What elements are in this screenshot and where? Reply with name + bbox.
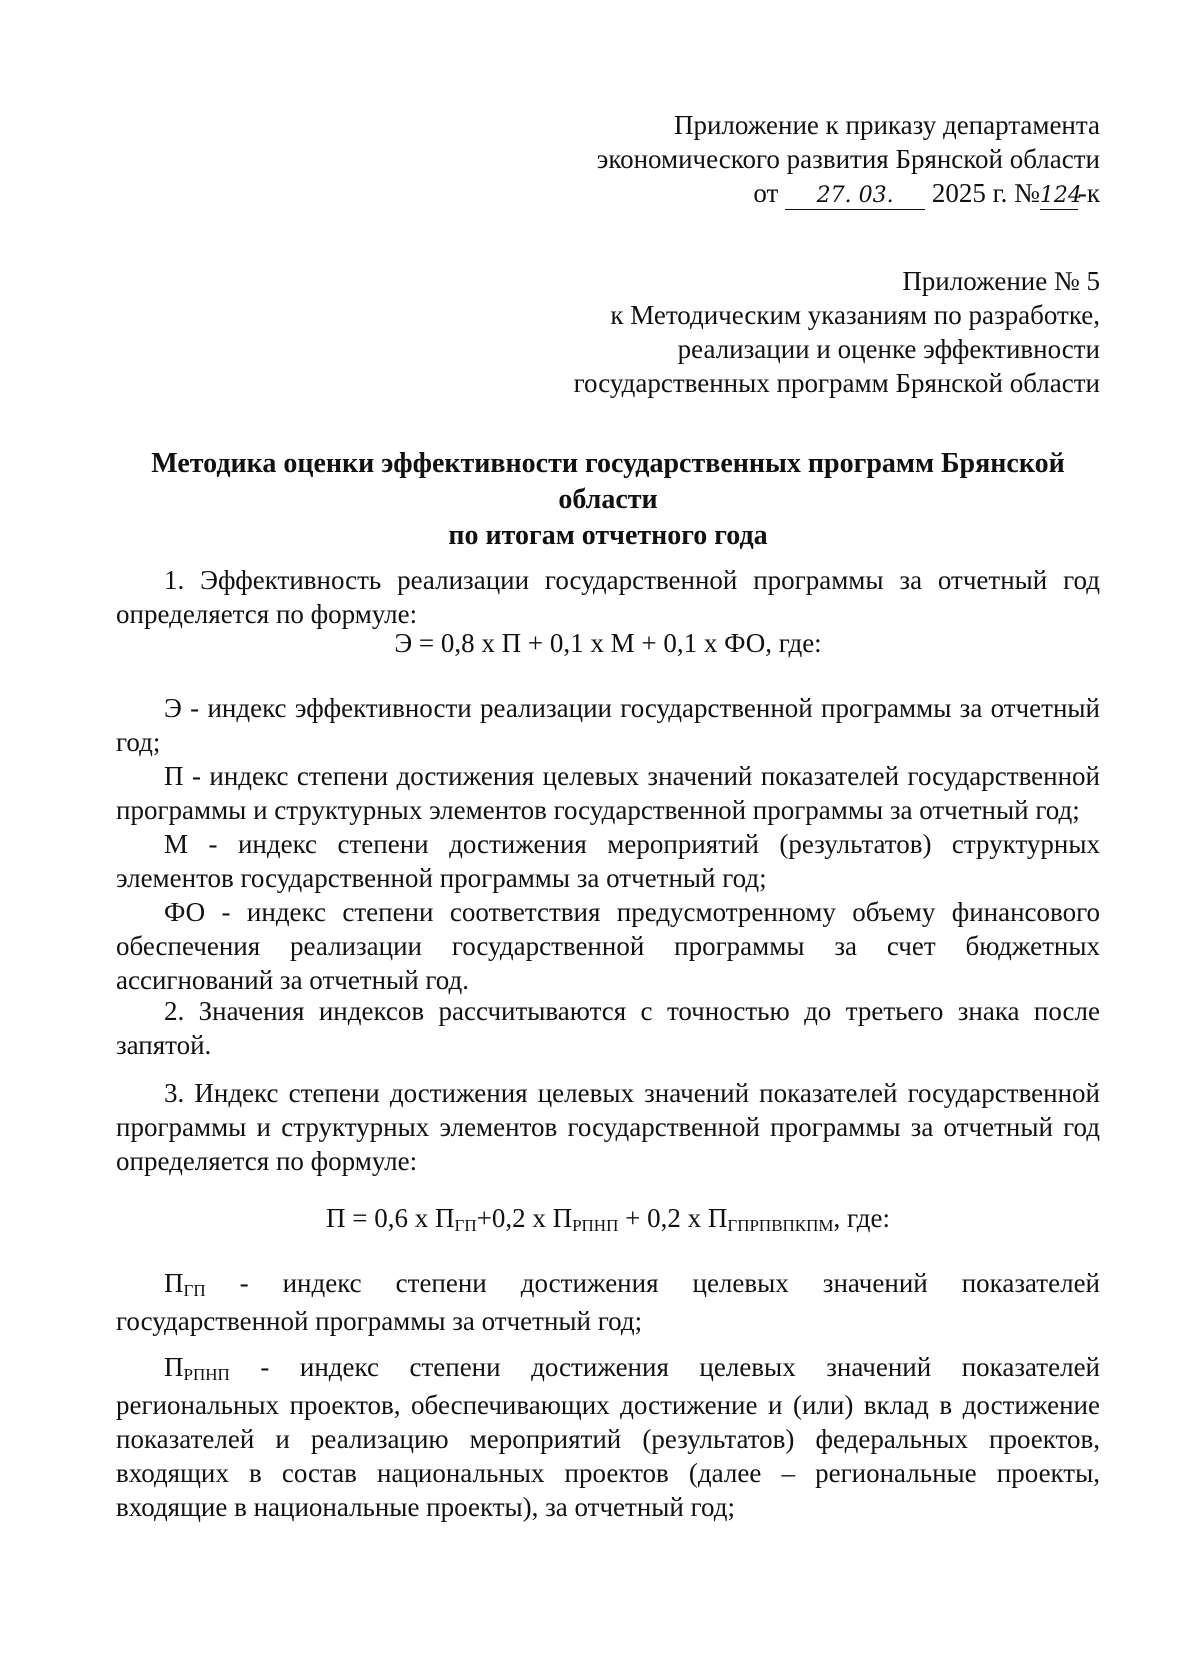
order-appendix-header bbox=[116, 108, 1100, 210]
definition-p-rpnp bbox=[116, 1350, 1100, 1524]
handwritten-date: 27. 03. bbox=[785, 183, 925, 210]
header-line-1: Приложение к приказу департамента bbox=[673, 110, 1100, 140]
definitions-list bbox=[116, 691, 1100, 997]
section-1-text: 1. Эффективность реализации государственной программы за отчетный год определяется по формуле: bbox=[116, 565, 1100, 629]
appendix-line-3: реализации и оценке эффективности bbox=[677, 334, 1100, 364]
number-suffix: -к bbox=[1077, 178, 1100, 208]
subscript-rpnp: РПНП bbox=[183, 1365, 230, 1384]
appendix-line-1: Приложение № 5 bbox=[902, 266, 1100, 296]
formula-part-2: +0,2 х П bbox=[476, 1203, 573, 1233]
header-date-line bbox=[116, 176, 1100, 210]
section-3-text: 3. Индекс степени достижения целевых значений показателей государственной программы и структурных элементов государственной программы за отчетный год определяется по формуле: bbox=[116, 1078, 1100, 1176]
symbol-p: П bbox=[164, 1352, 184, 1382]
formula-part-1: П = 0,6 х П bbox=[326, 1203, 455, 1233]
definition-fo: ФО - индекс степени соответствия предусмотренному объему финансового обеспечения реализации государственной программы за счет бюджетных ассигнований за отчетный год. bbox=[116, 897, 1100, 995]
subscript-gprpvpkpm: ГПРПВПКПМ bbox=[727, 1216, 834, 1235]
definition-e: Э - индекс эффективности реализации государственной программы за отчетный год; bbox=[116, 693, 1100, 757]
formula-part-3: + 0,2 х П bbox=[618, 1203, 728, 1233]
subscript-gp: ГП bbox=[183, 1281, 206, 1300]
definition-p: П - индекс степени достижения целевых значений показателей государственной программы и структурных элементов государственной программы за отчетный год; bbox=[116, 761, 1100, 825]
definition-p-rpnp-text: - индекс степени достижения целевых значений показателей региональных проектов, обеспечивающих достижение и (или) вклад в достижение показателей и реализацию мероприятий (результатов) федеральных проектов, входящих в состав национальных проектов (далее – региональные проекты, входящие в национальные проекты), за отчетный год; bbox=[116, 1352, 1100, 1522]
subscript-rpnp: РПНП bbox=[572, 1216, 619, 1235]
appendix-line-4: государственных программ Брянской области bbox=[573, 368, 1100, 398]
handwritten-number: 124 bbox=[1039, 183, 1082, 208]
title-line-2: по итогам отчетного года bbox=[448, 520, 768, 551]
date-prefix: от bbox=[753, 178, 779, 208]
appendix-line-2: к Методическим указаниям по разработке, bbox=[610, 300, 1100, 330]
date-year: 2025 г. № bbox=[931, 178, 1040, 208]
appendix-5-header bbox=[116, 264, 1100, 400]
document-title bbox=[116, 446, 1100, 554]
definition-m: М - индекс степени достижения мероприятий (результатов) структурных элементов государственной программы за отчетный год; bbox=[116, 829, 1100, 893]
definition-p-gp-text: - индекс степени достижения целевых значений показателей государственной программы за отчетный год; bbox=[116, 1268, 1100, 1336]
formula-part-4: , где: bbox=[833, 1203, 890, 1233]
header-line-2: экономического развития Брянской области bbox=[596, 144, 1100, 174]
title-line-1: Методика оценки эффективности государственных программ Брянской области bbox=[151, 448, 1065, 515]
section-2-text: 2. Значения индексов рассчитываются с точностью до третьего знака после запятой. bbox=[116, 996, 1100, 1060]
formula-p-index bbox=[116, 1201, 1100, 1239]
document-page bbox=[116, 0, 1100, 1668]
symbol-p: П bbox=[164, 1268, 184, 1298]
definition-p-gp bbox=[116, 1266, 1100, 1338]
subscript-gp: ГП bbox=[454, 1216, 477, 1235]
formula-efficiency: Э = 0,8 х П + 0,1 х М + 0,1 х ФО, где: bbox=[394, 628, 822, 658]
